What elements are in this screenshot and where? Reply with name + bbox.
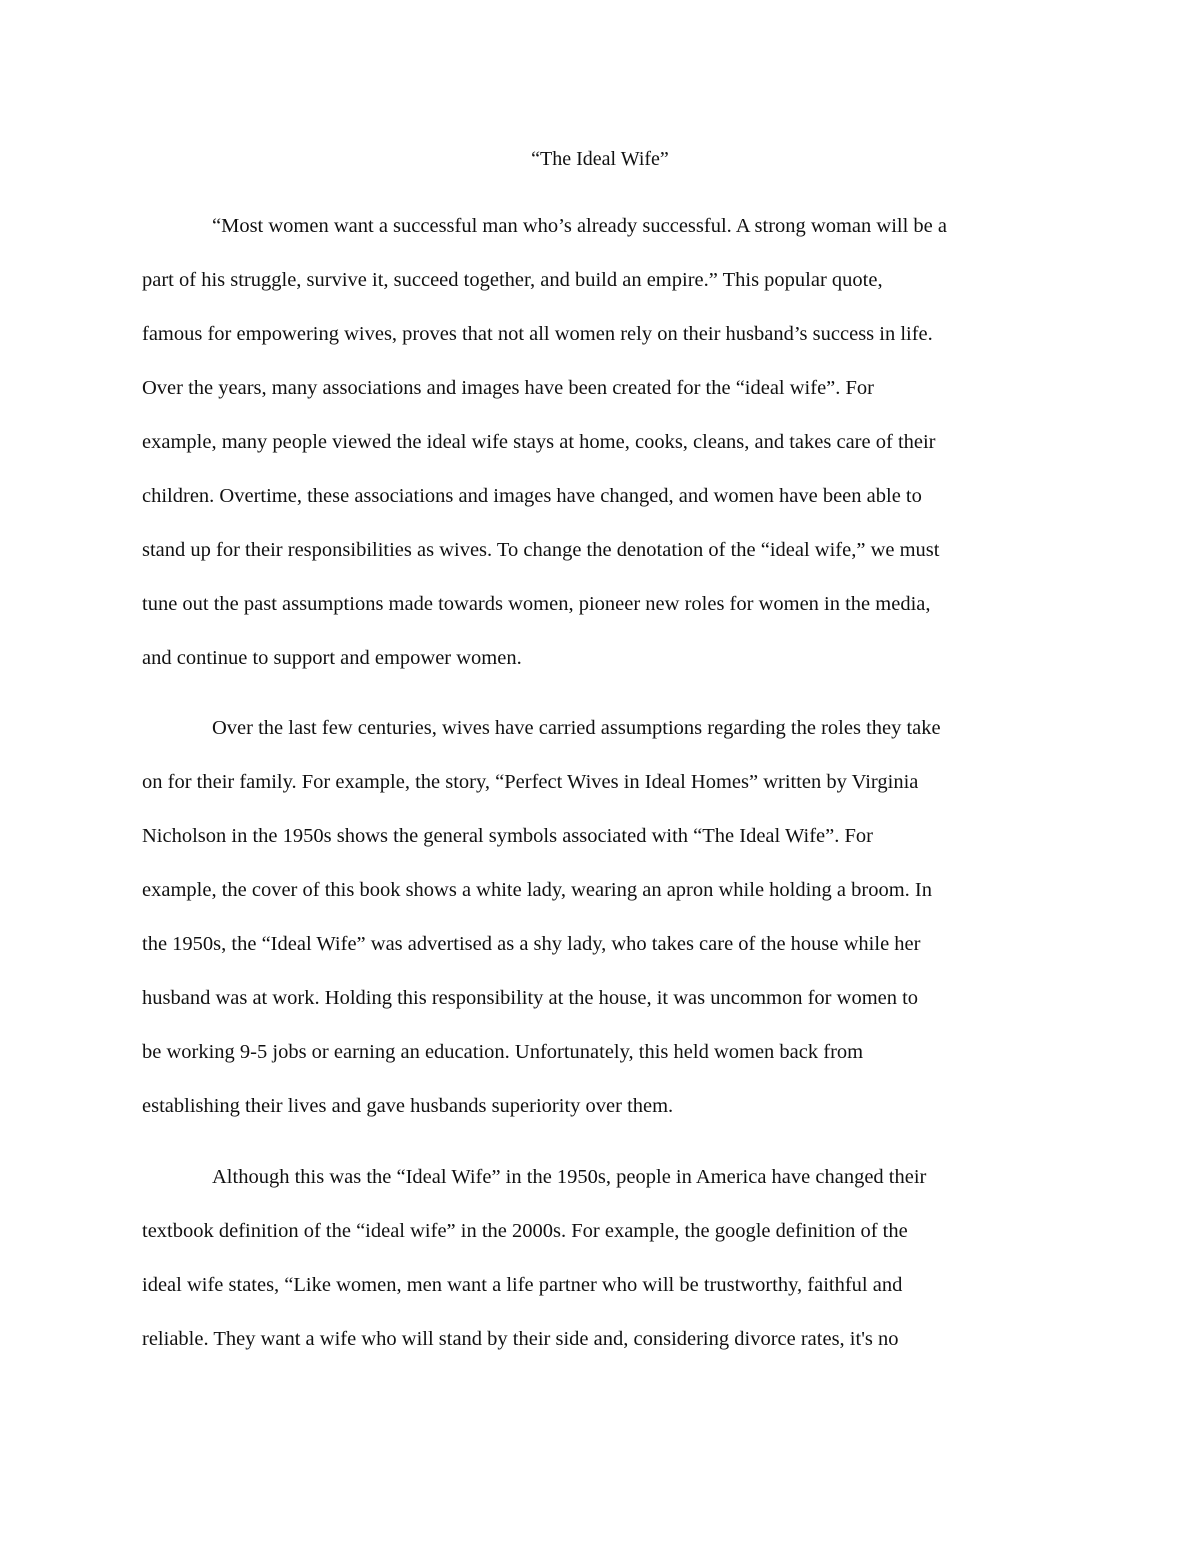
paragraph-line: on for their family. For example, the story, “Perfect Wives in Ideal Homes” written by Virginia — [142, 771, 919, 793]
paragraph-line: reliable. They want a wife who will stand by their side and, considering divorce rates, it's no — [142, 1328, 899, 1350]
paragraph-line: be working 9-5 jobs or earning an education. Unfortunately, this held women back from — [142, 1041, 864, 1063]
paragraph-line: Over the last few centuries, wives have carried assumptions regarding the roles they take — [212, 717, 941, 739]
paragraph-line: tune out the past assumptions made towards women, pioneer new roles for women in the media, — [142, 593, 931, 615]
paragraph-line: part of his struggle, survive it, succeed together, and build an empire.” This popular quote, — [142, 269, 883, 291]
paragraph-line: Nicholson in the 1950s shows the general symbols associated with “The Ideal Wife”. For — [142, 825, 873, 847]
document-title: “The Ideal Wife” — [531, 148, 669, 170]
paragraph-line: and continue to support and empower women. — [142, 647, 522, 669]
paragraph-line: famous for empowering wives, proves that not all women rely on their husband’s success in life. — [142, 323, 933, 345]
paragraph-line: children. Overtime, these associations and images have changed, and women have been able to — [142, 485, 922, 507]
paragraph-line: example, the cover of this book shows a white lady, wearing an apron while holding a broom. In — [142, 879, 933, 901]
paragraph-line: husband was at work. Holding this responsibility at the house, it was uncommon for women to — [142, 987, 919, 1009]
paragraph-line: textbook definition of the “ideal wife” in the 2000s. For example, the google definition of the — [142, 1220, 908, 1242]
paragraph-line: “Most women want a successful man who’s already successful. A strong woman will be a — [212, 215, 947, 237]
paragraph-line: stand up for their responsibilities as wives. To change the denotation of the “ideal wife,” we must — [142, 539, 940, 561]
paragraph-line: example, many people viewed the ideal wife stays at home, cooks, cleans, and takes care of their — [142, 431, 936, 453]
paragraph-line: the 1950s, the “Ideal Wife” was advertised as a shy lady, who takes care of the house while her — [142, 933, 921, 955]
paragraph-line: Over the years, many associations and images have been created for the “ideal wife”. For — [142, 377, 875, 399]
paragraph-line: establishing their lives and gave husbands superiority over them. — [142, 1095, 674, 1117]
paragraph-line: ideal wife states, “Like women, men want a life partner who will be trustworthy, faithful and — [142, 1274, 903, 1296]
paragraph-line: Although this was the “Ideal Wife” in the 1950s, people in America have changed their — [212, 1166, 927, 1188]
